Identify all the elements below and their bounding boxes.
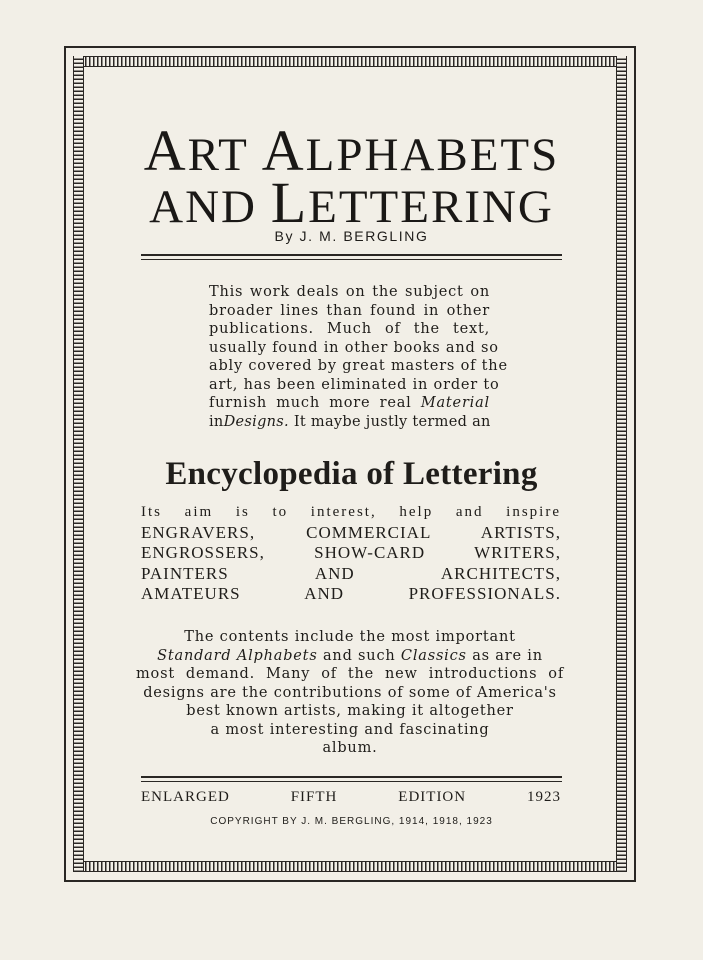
contents-line: designs are the contributions of some of America's	[143, 684, 557, 701]
contents-line: album.	[322, 740, 378, 756]
intro-line	[209, 394, 490, 413]
title-line-1	[0, 118, 703, 183]
audience-line: ENGROSSERS, SHOW-CARD WRITERS,	[141, 543, 561, 562]
intro-line: usually found in other books and so	[209, 339, 499, 356]
title-word: RT	[187, 129, 262, 181]
audience-line: Its aim is to interest, help and inspire	[141, 504, 561, 520]
audience-line: ENGRAVERS, COMMERCIAL ARTISTS,	[141, 522, 561, 542]
title-line-2	[0, 170, 703, 235]
contents-line	[136, 647, 564, 666]
title-initial: L	[270, 170, 309, 235]
encyclopedia-heading: Encyclopedia of Lettering	[165, 456, 538, 492]
double-rule-top-thin	[141, 259, 562, 260]
contents-line: most demand. Many of the new introductions of	[136, 666, 564, 682]
contents-line: best known artists, making it altogether	[186, 703, 514, 719]
byline: By J. M. BERGLING	[274, 228, 429, 244]
intro-text: in	[209, 413, 224, 430]
contents-italic: Standard Alphabets	[157, 647, 318, 664]
audience-line: PAINTERS AND ARCHITECTS,	[141, 563, 561, 583]
intro-italic: Material	[420, 395, 490, 411]
contents-paragraph	[136, 628, 564, 758]
intro-italic: Designs.	[223, 413, 289, 430]
edition-line: ENLARGED FIFTH EDITION 1923	[141, 789, 561, 805]
double-rule-top	[141, 254, 562, 256]
intro-text: furnish much more real	[209, 395, 412, 411]
intro-text: It maybe justly termed an	[293, 413, 491, 430]
double-rule-bottom-thin	[141, 781, 562, 782]
contents-line: The contents include the most important	[184, 629, 516, 645]
double-rule-bottom	[141, 776, 562, 778]
intro-line: art, has been eliminated in order to	[209, 376, 500, 393]
contents-line: a most interesting and fascinating	[210, 721, 490, 738]
contents-text: and such	[322, 647, 396, 664]
contents-italic: Classics	[400, 647, 467, 664]
title-word: AND	[149, 181, 271, 233]
intro-line: broader lines than found in other	[209, 302, 490, 319]
audience-line: AMATEURS AND PROFESSIONALS.	[141, 584, 561, 603]
contents-text: as are in	[472, 647, 543, 664]
title-word: ETTERING	[308, 181, 554, 233]
copyright-line: COPYRIGHT BY J. M. BERGLING, 1914, 1918, 1923	[210, 816, 493, 827]
intro-line	[209, 413, 490, 432]
intro-line: ably covered by great masters of the	[209, 358, 508, 374]
intro-line: This work deals on the subject on	[209, 284, 490, 300]
title-initial: A	[261, 118, 306, 183]
title-initial: A	[143, 118, 188, 183]
audience-block	[141, 502, 561, 605]
title-word: LPHABETS	[305, 129, 560, 181]
intro-paragraph	[209, 283, 508, 431]
intro-line: publications. Much of the text,	[209, 321, 490, 337]
